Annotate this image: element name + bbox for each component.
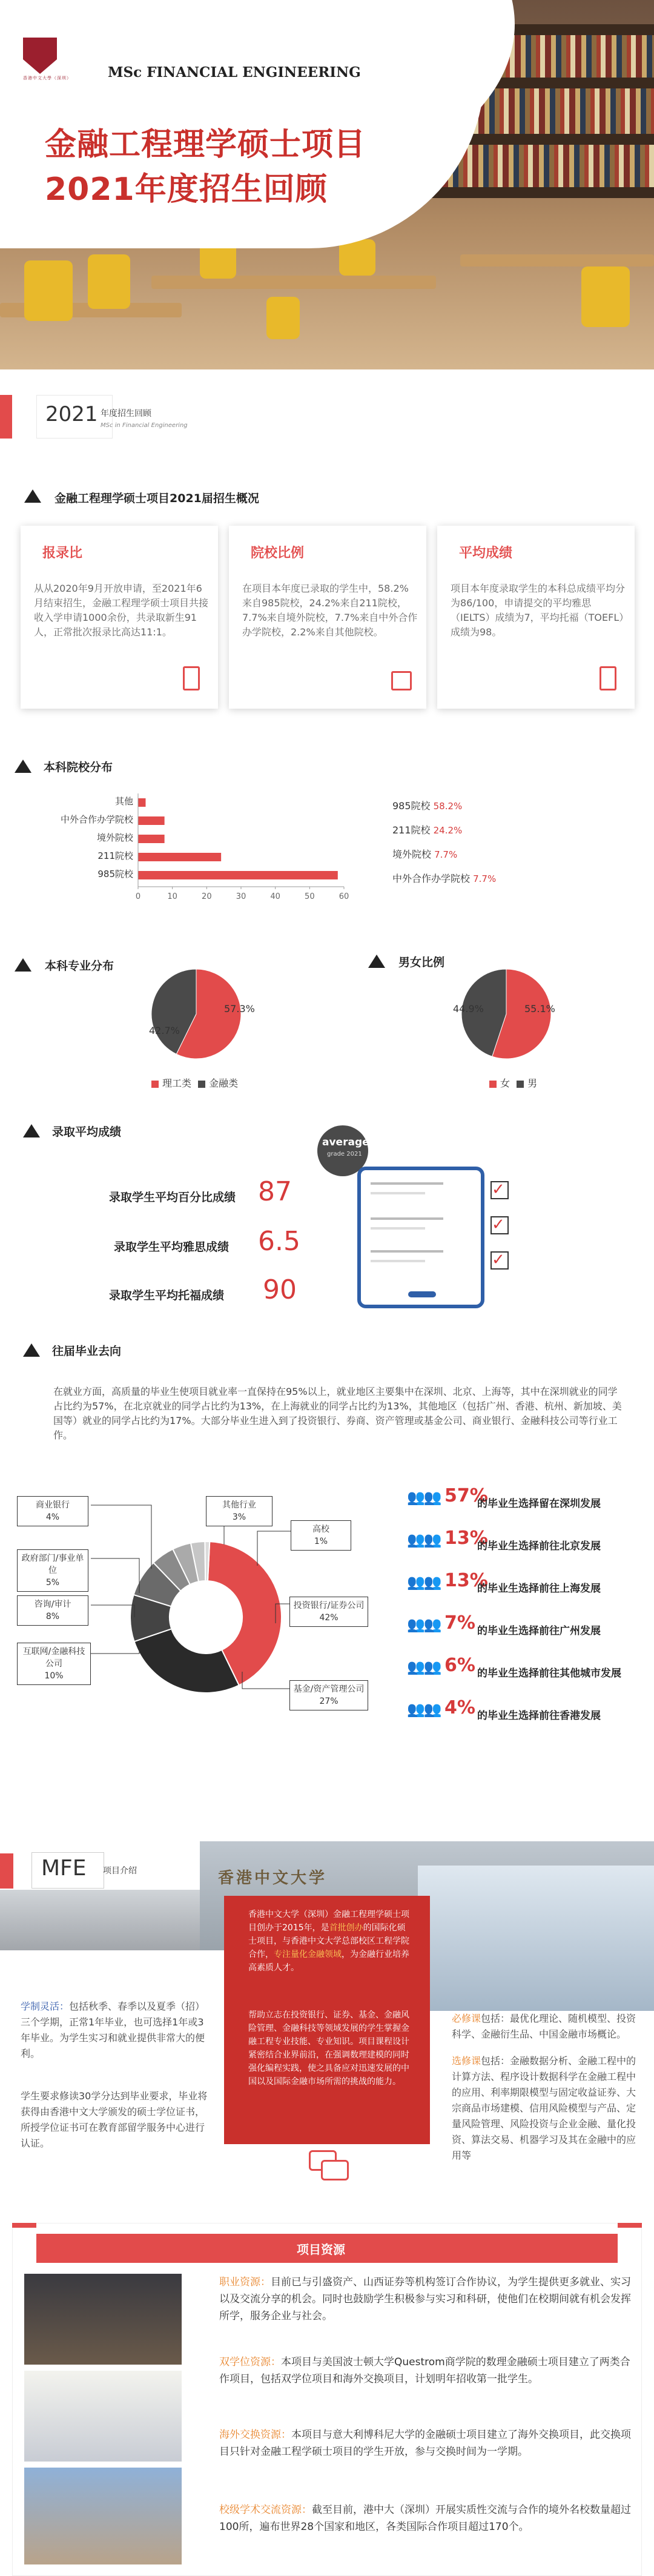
school-bar-chart (0, 781, 363, 921)
city-text: 的毕业生选择留在深圳发展 (477, 1498, 601, 1510)
city-pct: 13% (444, 1528, 488, 1549)
card-heading: 平均成绩 (459, 546, 513, 561)
legend-label: 女 (500, 1078, 510, 1089)
card-heading: 院校比例 (251, 546, 305, 561)
city-pct: 13% (444, 1570, 488, 1591)
document-icon (183, 666, 200, 690)
bar (138, 798, 145, 807)
card-heading: 报录比 (42, 546, 83, 561)
major-pie-label-a: 57.3% (224, 1003, 255, 1015)
leader-line (91, 1605, 134, 1617)
resources-title: 项目资源 (297, 2242, 345, 2257)
x-tick-label: 30 (236, 892, 246, 901)
donut-slice-基金/资产管理公司 (134, 1629, 239, 1693)
program-label: MSc FINANCIAL ENGINEERING (108, 64, 361, 81)
x-tick-label: 10 (167, 892, 177, 901)
city-text: 的毕业生选择前往广州发展 (477, 1625, 601, 1637)
city-text: 的毕业生选择前往北京发展 (477, 1540, 601, 1552)
callout-commercial-bank: 商业银行 4% (17, 1496, 88, 1526)
legend-row (392, 798, 635, 823)
legend-label: 985院校 (392, 800, 431, 812)
score-value: 87 (258, 1176, 292, 1207)
year-label: 2021 (45, 402, 98, 426)
bar-label: 境外院校 (96, 832, 133, 843)
printer-icon (391, 671, 412, 690)
school-name: 香港中文大學（深圳） (23, 76, 71, 81)
legend-value: 7.7% (473, 873, 497, 884)
resources-section (0, 2223, 654, 2576)
bar (138, 871, 338, 879)
mfe-center-p2: 帮助立志在投资银行、证券、基金、金融风险管理、金融科技等领域发展的学生掌握金融工程专业技能、专业知识。项目课程设计紧密结合业界前沿，在强调数理建模的同时强化编程实践，使之具备应对迅速发展的中国以及国际金融市场所需的挑战的能力。 (248, 2010, 409, 2087)
year-subtitle-en: MSc in Financial Engineering (101, 422, 188, 429)
checkbox-icon: ✓ (490, 1251, 509, 1270)
card-text: 在项目本年度已录取的学生中，58.2%来自985院校，24.2%来自211院校，7.7%来自境外院校，7.7%来自中外合作办学院校，2.2%来自其他院校。 (242, 583, 418, 638)
city-pct: 7% (444, 1612, 475, 1634)
triangle-icon (15, 958, 31, 972)
city-row (407, 1612, 649, 1655)
leader-line (91, 1647, 139, 1654)
group-photo (0, 1890, 200, 1950)
callout-government: 政府部门/事业单位 5% (17, 1549, 88, 1592)
event-photo (24, 2274, 182, 2365)
hero-banner (0, 0, 654, 369)
career-title: 往届毕业去向 (52, 1345, 122, 1358)
people-icon: 👥👥 (407, 1616, 441, 1633)
city-text: 的毕业生选择前往其他城市发展 (477, 1667, 621, 1680)
mfe-title: MFE (41, 1856, 87, 1881)
triangle-icon (368, 955, 385, 968)
triangle-icon (24, 489, 41, 503)
legend-row (392, 871, 635, 895)
boston-photo (24, 2371, 182, 2462)
people-icon: 👥👥 (407, 1531, 441, 1548)
checkbox-icon: ✓ (490, 1216, 509, 1234)
mfe-right-text1: 必修课包括：最优化理论、随机模型、投资科学、金融衍生品、中国金融市场概论。 (452, 2013, 636, 2040)
city-row (407, 1485, 649, 1528)
bar-label: 中外合作办学院校 (60, 814, 133, 825)
x-tick-label: 20 (202, 892, 212, 901)
checkbox-icon: ✓ (490, 1181, 509, 1199)
city-pct: 57% (444, 1485, 488, 1506)
score-label: 录取学生平均百分比成绩 (109, 1191, 236, 1204)
city-text: 的毕业生选择前往香港发展 (477, 1710, 601, 1722)
hero-title-line2: 2021年度招生回顾 (45, 171, 328, 208)
campus-photo (418, 1866, 654, 2011)
gender-legend (489, 1076, 537, 1090)
gender-pie-label-b: 44.9% (453, 1003, 484, 1015)
bar (138, 835, 165, 843)
legend-label: 理工类 (162, 1078, 192, 1089)
major-title: 本科专业分布 (45, 959, 114, 973)
x-tick-label: 50 (305, 892, 315, 901)
city-row (407, 1570, 649, 1612)
gender-pie-chart (436, 967, 581, 1064)
legend-value: 24.2% (433, 825, 463, 836)
phone-icon (357, 1167, 484, 1308)
people-icon: 👥👥 (407, 1574, 441, 1591)
city-row (407, 1528, 649, 1570)
campus-sign: 香港中文大学 (218, 1869, 328, 1887)
bar (138, 853, 221, 861)
mfe-left-text1: 学制灵活：包括秋季、春季以及夏季（招）三个学期，正常1年毕业，也可选择1年或3年毕业。为学生实习和就业提供非常大的便利。 (21, 2001, 205, 2059)
card-text: 项目本年度录取学生的本科总成绩平均分为86/100，申请提交的平均雅思（IELTS）成绩为7，平均托福（TOEFL）成绩为98。 (451, 583, 626, 638)
legend-label: 中外合作办学院校 (392, 873, 471, 884)
gender-title: 男女比例 (398, 956, 445, 969)
people-icon: 👥👥 (407, 1489, 441, 1506)
university-photo (24, 2468, 182, 2564)
legend-label: 境外院校 (392, 849, 432, 860)
triangle-icon (23, 1343, 40, 1357)
card-text: 从从2020年9月开放申请，至2021年6月结束招生，金融工程理学硕士项目共接收入学申请1000余份，共录取新生91人，正常批次报录比高达11:1。 (34, 583, 209, 638)
badge-text: average (322, 1136, 369, 1148)
legend-value: 58.2% (433, 801, 463, 812)
triangle-icon (23, 1124, 40, 1137)
legend-label: 金融类 (209, 1078, 239, 1089)
callout-fund: 基金/资产管理公司 27% (289, 1680, 368, 1710)
major-pie-chart (133, 967, 279, 1064)
legend-value: 7.7% (434, 849, 458, 860)
legend-row (392, 847, 635, 871)
leader-line (91, 1558, 139, 1593)
bar (138, 816, 165, 825)
x-tick-label: 40 (270, 892, 280, 901)
leader-line (257, 1531, 291, 1566)
year-subtitle: 年度招生回顾 (101, 409, 151, 419)
callout-consulting: 咨询/审计 8% (17, 1595, 88, 1626)
bar-label: 985院校 (97, 869, 133, 879)
city-pct: 6% (444, 1655, 475, 1676)
x-tick-label: 0 (135, 892, 141, 901)
city-row (407, 1655, 649, 1697)
file-icon (600, 666, 616, 690)
score-label: 录取学生平均托福成绩 (109, 1289, 225, 1302)
resource-academic: 校级学术交流资源：截至目前，港中大（深圳）开展实质性交流与合作的境外名校数量超过100所，遍布世界28个国家和地区，各类国际合作项目超过170个。 (219, 2504, 631, 2533)
score-label: 录取学生平均雅思成绩 (114, 1240, 230, 1254)
triangle-icon (15, 760, 31, 773)
resource-dual-degree: 双学位资源：本项目与美国波士顿大学Questrom商学院的数理金融硕士项目建立了两类合作项目，包括双学位项目和海外交换项目，计划明年招收第一批学生。 (219, 2356, 630, 2385)
resource-career: 职业资源：目前已与引盛资产、山西证券等机构签订合作协议，为学生提供更多就业、实习以及交流分享的机会。同时也鼓励学生积极参与实习和科研，使他们在校期间就有机会发挥所学，服务企业与社会。 (219, 2276, 631, 2322)
mfe-left-text2: 学生要求修读30学分达到毕业要求，毕业将获得由香港中文大学颁发的硕士学位证书，所授学位证书可在教育部留学服务中心进行认证。 (21, 2090, 208, 2149)
bar-label: 其他 (114, 796, 133, 807)
city-row (407, 1697, 649, 1740)
score-value: 90 (263, 1274, 297, 1305)
hero-title-line1: 金融工程理学硕士项目 (45, 127, 366, 163)
city-list (407, 1485, 649, 1740)
legend-label: 男 (527, 1078, 538, 1089)
mfe-right-text2: 选修课包括：金融数据分析、金融工程中的计算方法、程序设计数据科学在金融工程中的应用、利率期限模型与固定收益证券、大宗商品市场建模、信用风险模型与产品、定量风险管理、风险投资与企业金融、量化投资、算法交易、机器学习及其在金融中的应用等 (452, 2055, 636, 2161)
mfe-sub: 项目介绍 (103, 1866, 137, 1876)
legend-row (392, 823, 635, 847)
school-legend (392, 798, 635, 895)
overview-card-schools (229, 526, 426, 709)
overview-title: 金融工程理学硕士项目2021届招生概况 (54, 492, 259, 505)
callout-university: 高校 1% (291, 1520, 351, 1551)
career-paragraph: 在就业方面，高质量的毕业生使项目就业率一直保持在95%以上，就业地区主要集中在深圳、北京、上海等，其中在深圳就业的同学占比约为57%，在北京就业的同学占比约为13%，在上海就业的同学占比约为13%，其他地区（包括广州、香港、杭州、新加坡、美国等）就业的同学占比约为17%。大部分毕业生进入到了投资银行、券商、资产管理或基金公司、商业银行、金融科技公司等行业工作。 (53, 1386, 622, 1441)
school-dist-title: 本科院校分布 (44, 761, 113, 774)
legend-label: 211院校 (392, 824, 431, 836)
leader-line (91, 1505, 151, 1569)
x-tick-label: 60 (339, 892, 349, 901)
mfe-center-p1: 香港中文大学（深圳）金融工程理学硕士项目创办于2015年，是首批创办的国际化硕士项目，与香港中文大学总部校区工程学院合作，专注量化金融领域，为金融行业培养高素质人才。 (248, 1910, 409, 1973)
score-value: 6.5 (258, 1226, 300, 1257)
resource-exchange: 海外交换资源：本项目与意大利博科尼大学的金融硕士项目建立了海外交换项目，此交换项目只针对金融工程学硕士项目的学生开放，参与交换时间为一学期。 (219, 2429, 631, 2458)
callout-other: 其他行业 3% (206, 1496, 272, 1526)
people-icon: 👥👥 (407, 1658, 441, 1675)
badge-sub: grade 2021 (327, 1151, 362, 1157)
city-pct: 4% (444, 1697, 475, 1718)
callout-investment-bank: 投资银行/证券公司 42% (289, 1597, 368, 1627)
mfe-section (0, 1841, 654, 2223)
major-legend (151, 1076, 238, 1090)
scores-title: 录取平均成绩 (52, 1125, 122, 1139)
people-icon: 👥👥 (407, 1701, 441, 1718)
overview-card-ratio (21, 526, 218, 709)
gender-pie-label-a: 55.1% (524, 1003, 555, 1015)
city-text: 的毕业生选择前往上海发展 (477, 1583, 601, 1595)
bar-label: 211院校 (97, 850, 133, 861)
overview-card-scores (437, 526, 635, 709)
callout-fintech: 互联网/金融科技公司 10% (17, 1643, 91, 1685)
major-pie-label-b: 42.7% (149, 1025, 180, 1036)
